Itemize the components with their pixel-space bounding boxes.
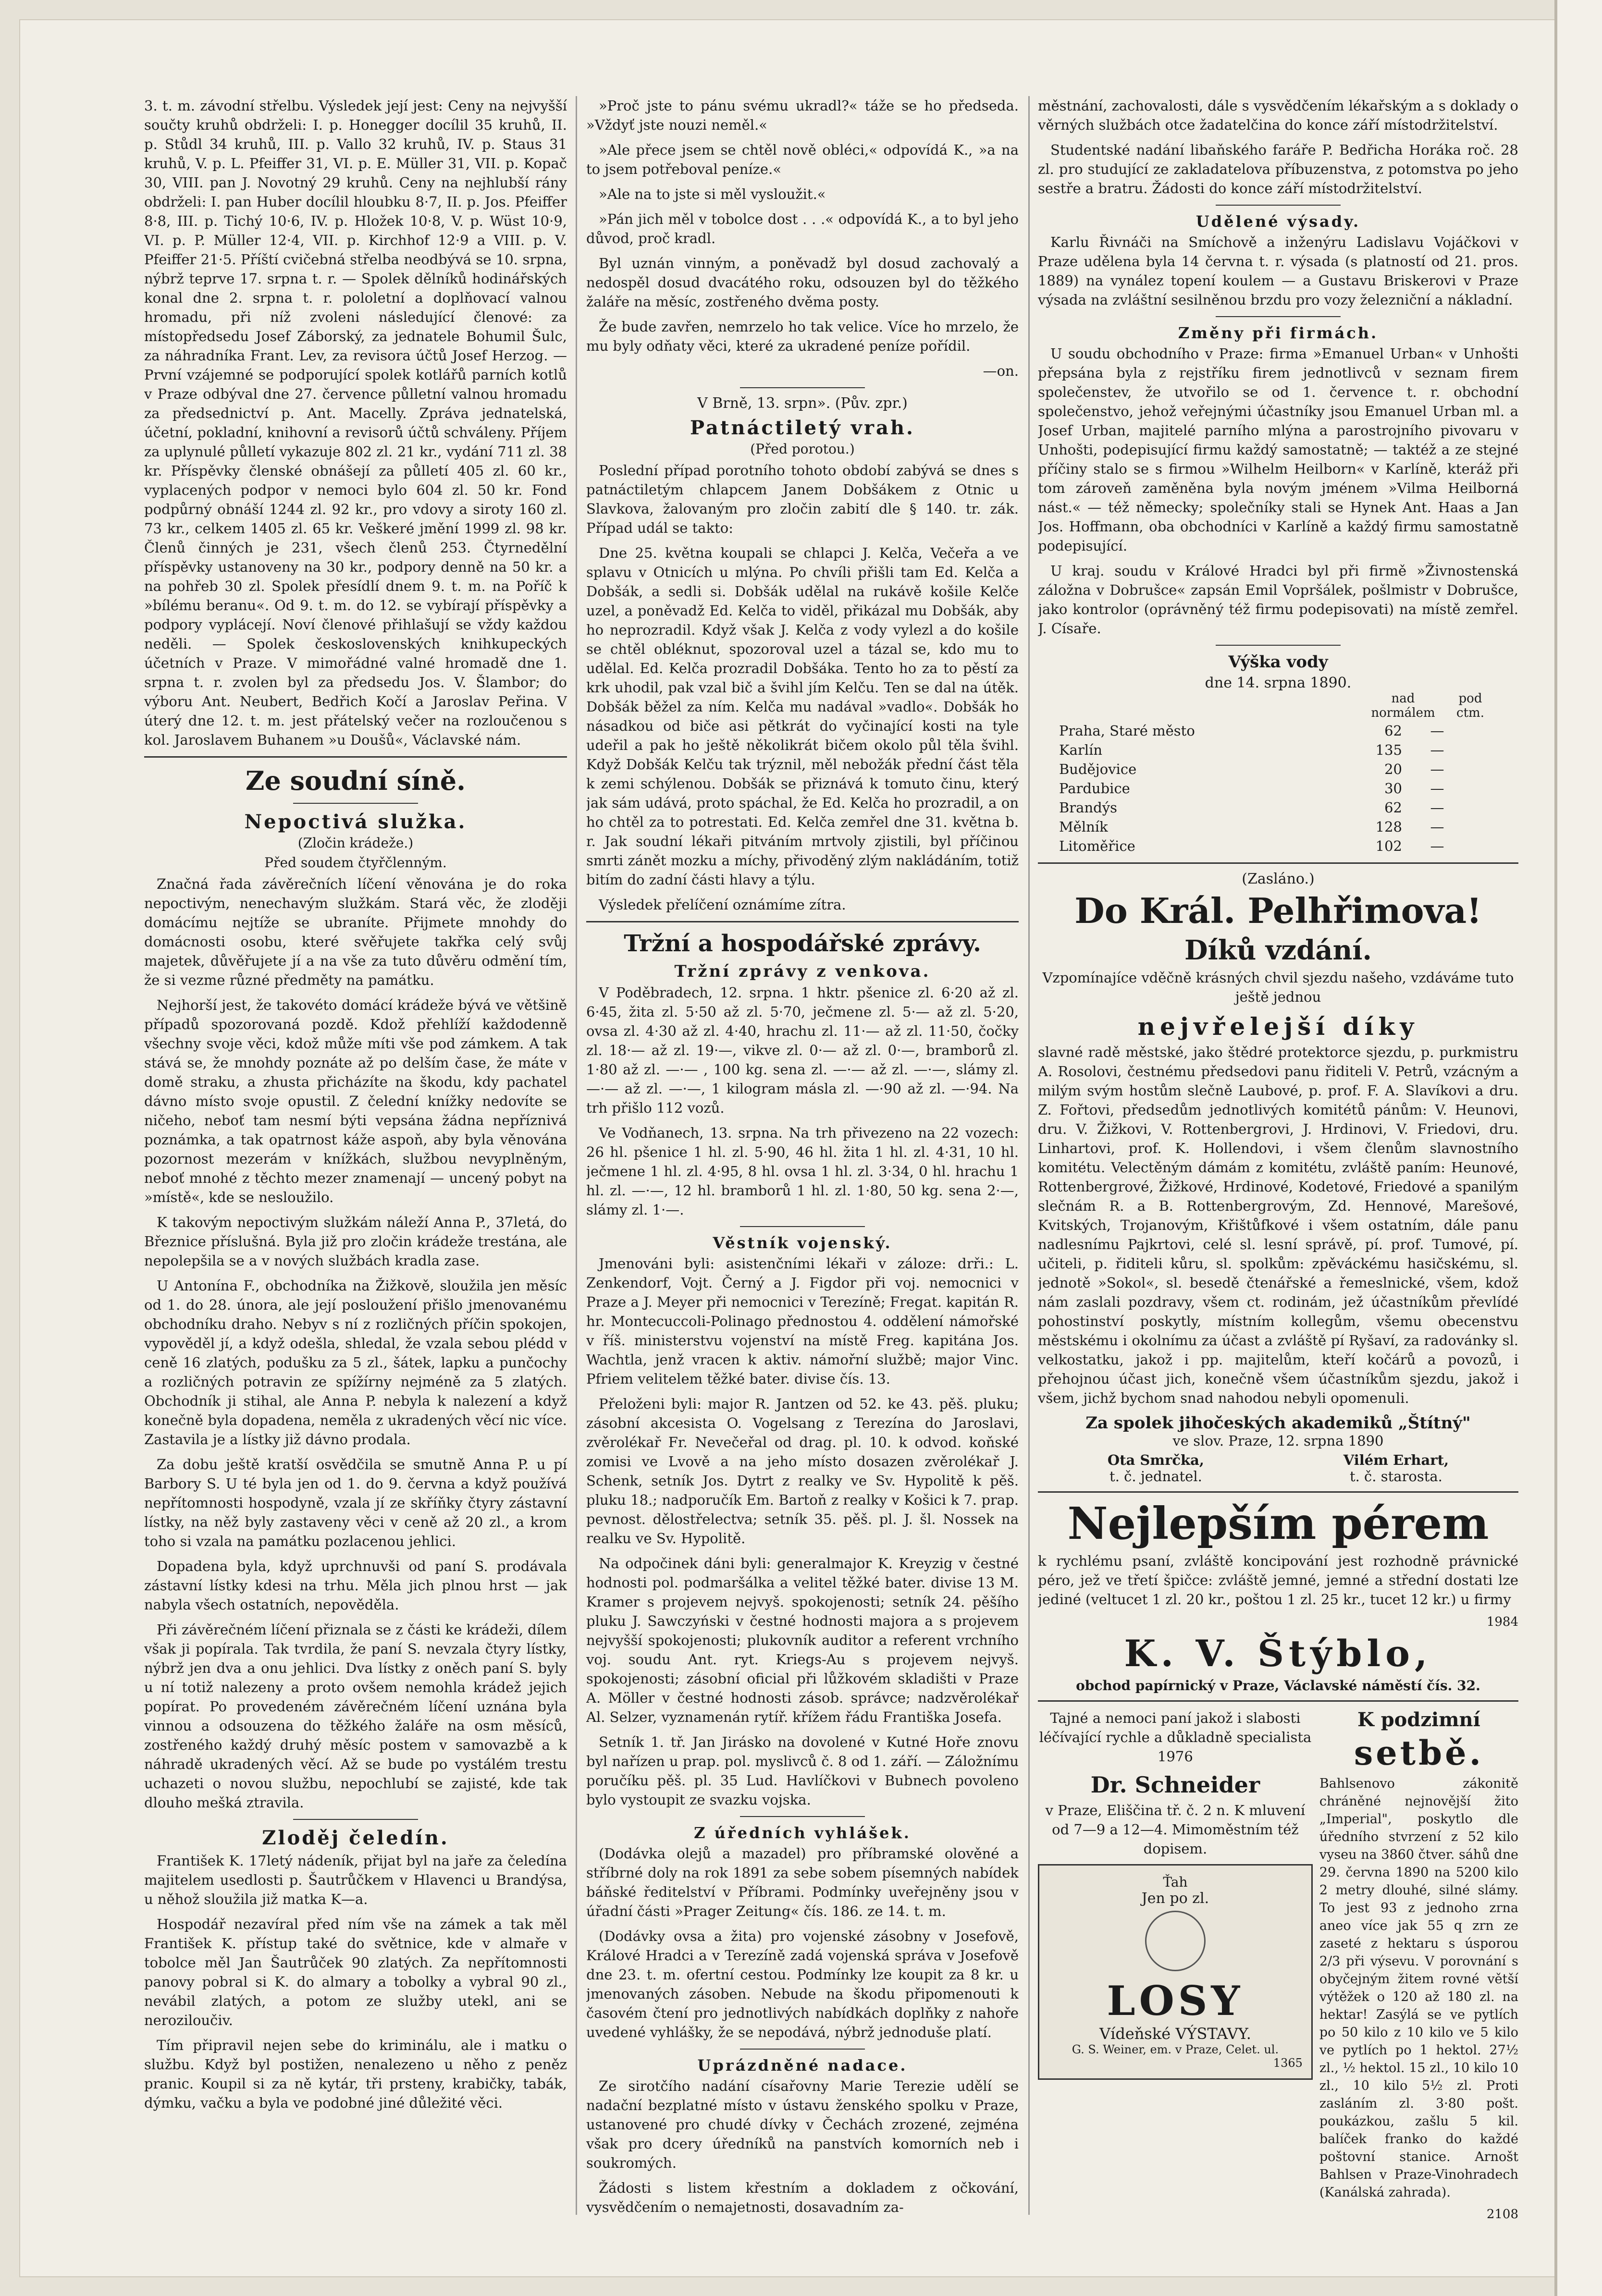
ad-firm-styblo: K. V. Štýblo, bbox=[1124, 1632, 1432, 1675]
paragraph: Poslední případ porotního tohoto období zabývá se dnes s patnáctiletým chlapcem Janem Dobšákem z Otnic u Slavkova, žalovaným pro zločin zabití dle § 140. tr. zák. Případ udál se takto: bbox=[586, 462, 1019, 536]
paragraph: Výsledek přelíčení oznámíme zítra. bbox=[599, 896, 846, 913]
section-title-market: Tržní a hospodářské zprávy. bbox=[624, 930, 981, 957]
section-title-court: Ze soudní síně. bbox=[246, 765, 466, 796]
author-signature: —on. bbox=[983, 363, 1019, 379]
article-title-murderer: Patnáctiletý vrah. bbox=[690, 417, 915, 439]
column-2 bbox=[586, 96, 1019, 2220]
paragraph: Že bude zavřen, nemrzelo ho tak velice. Více ho mrzelo, že mu byly odňaty věci, které za ukradené peníze pořídil. bbox=[586, 319, 1019, 354]
place: Litoměřice bbox=[1059, 838, 1135, 854]
paragraph: Hospodář nezavíral před ním vše na zámek a tak měl František K. přístup také do světnice, kde v almaře v tobolce měl Jan Šautrůček 90 zlatých. Za nepřítomnosti panovy pobral si K. do almary a tobolky a vybral 90 zl., nevábil zlatých, a potom ze služby utekl, ani se neroziloučiv. bbox=[144, 1916, 567, 2028]
paragraph: Na odpočinek dáni byli: generalmajor K. Kreyzig v čestné hodnosti pol. podmaršálka a velitel těžké bater. divise 13 M. Kramer s projevem nejvyš. spokojenosti; setník 24. pěšího pluku J. Sawczyński v čestné hodnosti majora a s projevem nejvyšší spokojenosti; plukovník auditor a referent vrchního voj. soudu Ant. ryt. Kriegs-Au s projevem nejvyš. spokojenosti; zásobní oficial při lůžkovém skladišti v Praze A. Möller v čestné hodnosti zásob. správce; nadzvěrolékař Al. Selzer, vyznamenán rytíř. křížem řádu Františka Josefa. bbox=[586, 1555, 1019, 1725]
divider bbox=[740, 387, 865, 388]
below: — bbox=[1430, 761, 1444, 777]
article-title-maid: Nepoctivá služka. bbox=[244, 810, 467, 833]
ad-body: slavné radě městské, jako štědré protektorce sjezdu, p. purkmistru A. Rosolovi, čestnému předsedovi panu řiditeli V. Petrů, vzácným a milým svým hostům slečně Laubové, p. prof. F. A. Slavíkovi a dru. Z. Fořtovi, předsedům jednotlivých komitétů pánům: V. Heunovi, dru. V. Žižkovi, V. Rottenbergrovi, J. Hrdinovi, V. Friedovi, dru. Linhartovi, prof. K. Hollendovi, i všem členům slavnostního komitétu. Velectěným dámám z komitétu, zvláště paním: Heunové, Rottenbergrové, Žižkové, Hrdinové, Kodetové, Friedové a spanilým slečnám R. a B. Rottenbergrovým, Zd. Hennové, Marešové, Kvitských, Trojanovým, Křištůfkové i všem ostatním, dále panu nadlesnímu Pajkrtovi, celé sl. lesní správě, pí. prof. Tumové, pí. učiteli, p. řiditeli kůru, sl. spolkům: zpěváckému hasičskému, sl. jednotě »Sokol«, sl. besedě čtenářské a řemeslnické, všem, kdož nám zaslali pozdravy, všem ct. rodinám, jež účastníkům převlídé pohostinství poskytly, místním kollegům, všemu obecenstvu městskému i okolnímu za účast a zvláště pí Ryšaví, za radovánky sl. velkostatku, jakož i pp. majitelům, kteří kočárů a povozů, i přehojnou účast jich, konečně všem účastníkům sjezdu, jakož i všem, jichž bychom snad nahodou nebyli opomenuli. bbox=[1038, 1044, 1518, 1406]
header-normal: normálem bbox=[1371, 706, 1435, 720]
ad-lottery-title: LOSY bbox=[1107, 1977, 1244, 2025]
divider bbox=[1216, 205, 1341, 206]
article-subtitle: (Zločin krádeže.) bbox=[297, 835, 414, 851]
paragraph: »Ale na to jste si měl vysloužit.« bbox=[599, 186, 826, 202]
section-title-patents: Udělené výsady. bbox=[1195, 212, 1361, 231]
ad-lottery-draw: Ťah bbox=[1163, 1874, 1188, 1890]
water-level-table bbox=[1057, 721, 1470, 856]
ad-lottery-price: Jen po zl. bbox=[1141, 1890, 1209, 1907]
divider bbox=[293, 1819, 418, 1820]
paragraph: (Dodávka olejů a mazadel) pro příbramské olověné a stříbrné doly na rok 1891 za sebe sobem písemných nabídek báňské ředitelství v Příbrami. Podmínky uveřejněny jsou v úřadní části »Prager Zeitung« čís. 186. ze 14. t. m. bbox=[586, 1845, 1019, 1919]
paragraph: František K. 17letý nádeník, přijat byl na jaře za čeledína majitelem usedlosti p. Šautrůčkem v Hlavenci u Brandýsa, u něhož sloužila již matka K—a. bbox=[144, 1853, 567, 1907]
table-row bbox=[1057, 817, 1470, 836]
place: Praha, Staré město bbox=[1059, 723, 1195, 739]
seal-icon bbox=[1145, 1911, 1206, 1971]
paragraph: Setník 1. tř. Jan Jirásko na dovolené v Kutné Hoře znovu byl nařízen u prap. pol. myslivců č. 8 od 1. září. — Záložnímu poručíku pěš. pl. 35 Lud. Havlíčkovi v Bubnech povoleno bylo vystoupit ze svazku vojska. bbox=[586, 1734, 1019, 1808]
divider bbox=[740, 1226, 865, 1227]
section-title-foundations: Uprázdněné nadace. bbox=[697, 2056, 908, 2075]
table-row bbox=[1057, 721, 1470, 740]
paragraph: U Antonína F., obchodníka na Žižkově, sloužila jen měsíc od 1. do 28. února, ale její posloužení přišlo jmenovanému obchodníku draho. Nebyv s ní z rozličných příčin spokojen, vypověděl jí, a když odešla, shledal, že vzala sebou plédd v ceně 16 zlatých, podušku za 5 zl., šátek, lapku a punčochy a rozličných potravin ze spížírny nejméně za 5 zlatých. Obchodník ji stihal, ale Anna P. nebyla k nalezení a když konečně byla dopadena, neměla z ukradených věcí nic více. Zastavila je a lístky již dávno prodala. bbox=[144, 1277, 567, 1448]
below: — bbox=[1430, 838, 1444, 854]
article-title-farmhand: Zloděj čeledín. bbox=[262, 1827, 449, 1849]
paragraph: Značná řada závěrečních líčení věnována je do roka nepoctivým, nenechavým služkám. Stará věc, že zloději domácímu nejtíže se ubraníte. Přijmete mnohdy do domácnosti osobu, které svěřujete takřka celý svůj majetek, důvěřujete jí a na vše za tuto důvěru odmění tím, že si vezme různé předměty na památku. bbox=[144, 876, 567, 988]
paragraph: Žádosti s listem křestním a dokladem z očkování, vysvědčením o nemajetnosti, dosavadním za- bbox=[586, 2180, 1019, 2215]
divider bbox=[293, 803, 418, 804]
table-row bbox=[1057, 779, 1470, 798]
paragraph: Dopadena byla, když uprchnuvši od paní S. prodávala zástavní lístky kdesi na trhu. Měla jich plnou hrst — jak nabyla všech ostatních, nepověděla. bbox=[144, 1558, 567, 1613]
ad-number: 1984 bbox=[1486, 1615, 1518, 1629]
table-row bbox=[1057, 798, 1470, 817]
above: 128 bbox=[1375, 819, 1402, 835]
ad-title-pen: Nejlepším pérem bbox=[1067, 1498, 1489, 1549]
water-level-title: Výška vody bbox=[1228, 652, 1328, 672]
water-level-header bbox=[1038, 691, 1518, 706]
paragraph: Dne 25. května koupali se chlapci J. Kelča, Večeřa a ve splavu v Otnicích u mlýna. Po chvíli přišli tam Ed. Kelča a Dobšák, a sedli si. Dobšák udělal na rukávě košile Kelče uzel, a poněvadž Ed. Kelča to viděl, přikázal mu Dobšák, aby ho neprozradil. Když však J. Kelča z vody vylezl a do košile se chtěl obléknut, spozoroval uzel a tázal se, kdo mu to udělal. Ed. Kelča prozradil Dobšáka. Tento ho za to pěstí za krk uhodil, pak vzal bič a švihl jím Kelču. Ten se dal na útěk. Dobšák běžel za ním. Kelča mu nadával »vadlo«. Dobšák ho násadkou od biče asi pětkrát do vyčinající kosti na tyle udeřil a pak ho ještě několikrát bičem okolo půl těla švihl. Když Dobšák Kelču tak trýznil, měl nebožák přední část těla k zemi schýlenou. Dobšák se přiznává k tomuto činu, který jak sám udává, proto spáchal, že Ed. Kelča ho prozradil, a on ho chtěl za to potrestati. Ed. Kelča zemřel dne 31. května b. r. Jak soudní lékaři pitváním mrtvoly zjistili, byl příčinou smrti zánět mozku a míchy, přivoděný zlým nakládáním, totiž bitím do zadní části hlavy a týlu. bbox=[586, 545, 1019, 888]
paragraph: »Ale přece jsem se chtěl nově obléci,« odpovídá K., »a na to jsem potřeboval peníze.« bbox=[586, 142, 1019, 177]
section-title-military: Věstník vojenský. bbox=[713, 1234, 892, 1252]
divider bbox=[1216, 316, 1341, 317]
place: Pardubice bbox=[1059, 780, 1130, 797]
divider bbox=[1038, 1700, 1518, 1702]
ad-body-pen: k rychlému psaní, zvláště koncipování jest rozhodně právnické péro, jež ve třetí špičce: zvláště jemné, jemné a střední dostati lze jediné (veltucet 1 zl. 20 kr., poštou 1 zl. 25 kr., tucet 12 kr.) u firmy bbox=[1038, 1553, 1518, 1608]
sig-name: Vilém Erhart, bbox=[1343, 1452, 1449, 1468]
column-rule-2 bbox=[1028, 96, 1030, 2215]
paragraph: »Proč jste to pánu svému ukradl?« táže se ho předseda. »Vždyť jste nouzi neměl.« bbox=[586, 98, 1019, 133]
paragraph: U soudu obchodního v Praze: firma »Emanuel Urban« v Unhošti přepsána byla z rejstříku firem jednotlivců v seznam firem společenstev, že utvořilo se od 1. července t. r. obchodní společenstvo, jehož veřejnými účastníky jsou Emanuel Urban ml. a Josef Urban, majitelé parního mlýna a parostrojního pivovaru v Unhošti, podepisující firmu každý samostatně; — taktéž a ze stejné příčiny stalo se s firmou »Wilhelm Heilborn« v Karlíně, kteráž při tom zároveň zaměněna byla novým jménem »Vilma Heilborná nást.« — též německy; společníky stali se Hynek Ant. Haas a Jan Jos. Hoffmann, oba obchodníci v Karlíně a každý firmu samostatně podepisující. bbox=[1038, 345, 1518, 554]
divider bbox=[144, 756, 567, 758]
ad-doctor-address: v Praze, Eliščina tř. č. 2 n. K mluvení od 7—9 a 12—4. Mimoměstním též dopisem. bbox=[1045, 1802, 1306, 1857]
place: Budějovice bbox=[1059, 761, 1137, 777]
sig-role: t. č. jednatel. bbox=[1109, 1468, 1202, 1485]
paragraph: Byl uznán vinným, a poněvadž byl dosud zachovalý a nedospěl dosud dvacátého roku, odsouzen byl do těžkého žaláře na měsíc, zostřeného dvěma posty. bbox=[586, 255, 1019, 310]
dateline: V Brně, 13. srpn». (Pův. zpr.) bbox=[697, 395, 908, 412]
paragraph: Nejhorší jest, že takovéto domácí krádeže bývá ve většině případů spozorovaná pozdě. Kdož přehlíží každodenně všechny svoje věci, kdož může míti vše pod zámkem. A tak stává se, že mnohdy poznáte až po delším čase, že máte v domě straku, a zhusta přicházíte na škodu, kdy pachatel dávno místo svoje opustil. Z čelední knížky nedovíte se ničeho, neboť tam nesmí býti vepsána žádna nepříznivá poznámka, a tak opatrnost káže aspoň, aby byla věnována pozornost mezerám v knížkách, službou nevyplněným, neboť mnohé z těchto mezer znamenají — uncený pobyt na »místě«, kde se nesloužilo. bbox=[144, 997, 567, 1205]
ad-doctor-text: Tajné a nemoci paní jakož i slabosti léčívající rychle a důkladně specialista 1976 bbox=[1039, 1710, 1312, 1765]
ad-lottery-exhibition: Vídeňské VÝSTAVY. bbox=[1099, 2025, 1251, 2043]
column-rule-1 bbox=[576, 96, 577, 2215]
paragraph: Jmenováni byli: asistenčními lékaři v záloze: drři.: L. Zenkendorf, Vojt. Černý a J. Figdor při voj. nemocnici v Praze a J. Meyer při nemocnici v Terezíně; Fregat. kapitán R. hr. Montecuccoli-Polinago přednostou 4. oddělení námořské v říš. ministerstvu vojenství na místě Freg. kapitána Jos. Wachtla, jenž vracen k aktiv. námořní službě; major Vinc. Pfriem velitelem těžké bater. divise čís. 13. bbox=[586, 1255, 1019, 1387]
signature-secretary bbox=[1108, 1452, 1204, 1485]
below: — bbox=[1430, 819, 1444, 835]
signature-chairman bbox=[1343, 1452, 1449, 1485]
ad-left bbox=[1038, 1708, 1313, 2220]
below: — bbox=[1430, 742, 1444, 758]
ad-doctor-name: Dr. Schneider bbox=[1090, 1772, 1260, 1798]
sig-role: t. č. starosta. bbox=[1349, 1468, 1442, 1485]
ad-title-pelhrimov: Do Král. Pelhřimova! bbox=[1074, 890, 1482, 931]
above: 135 bbox=[1375, 742, 1402, 758]
ad-lottery bbox=[1038, 1864, 1313, 2080]
paragraph: »Pán jich měl v tobolce dost . . .« odpovídá K., a to byl jeho důvod, proč kradl. bbox=[586, 211, 1019, 246]
subsection-title-market: Tržní zprávy z venkova. bbox=[674, 962, 931, 981]
ad-subtitle-thanks: Díků vzdání. bbox=[1184, 934, 1372, 966]
ad-thanks-spaced: nejvřelejší díky bbox=[1137, 1012, 1419, 1041]
header-above: nad bbox=[1391, 691, 1415, 706]
section-title-firms: Změny při firmách. bbox=[1178, 324, 1379, 342]
paragraph: K takovým nepoctivým služkám náleží Anna P., 37letá, do Březnice příslušná. Byla již pro zločin krádeže trestána, ale nepolepšila se a v nových službách kradla zase. bbox=[144, 1214, 567, 1269]
paragraph: V Poděbradech, 12. srpna. 1 hktr. pšenice zl. 6·20 až zl. 6·45, žita zl. 5·50 až zl. 5·70, ječmene zl. 5·— až zl. 5·20, ovsa zl. 4·30 až zl. 4·40, hrachu zl. 11·— až zl. 11·50, čočky zl. 18·— až zl. 19·—, vikve zl. 0·— až zl. 0·—, bramborů zl. 1·80 až zl. —·— , 100 kg. sena zl. —·— až zl. —·—, slámy zl. —·— až zl. —·—, 1 kilogram másla zl. —·90 až zl. —·94. Na trh přišlo 112 vozů. bbox=[586, 984, 1019, 1116]
ad-row bbox=[1038, 1708, 1518, 2220]
paragraph: U kraj. soudu v Králové Hradci byl při firmě »Živnostenská záložna v Dobrušce« zapsán Emil Vopršálek, pošlmistr v Dobrušce, jako kontrolor (oprávněný též firmu podepisovati) na místě zemřel. J. Císaře. bbox=[1038, 563, 1518, 637]
place: Brandýs bbox=[1059, 799, 1117, 816]
below: — bbox=[1430, 780, 1444, 797]
ad-firm-address: obchod papírnický v Praze, Václavské náměstí čís. 32. bbox=[1076, 1678, 1480, 1694]
ad-intro: Vzpomínajíce vděčně krásných chvil sjezdu našeho, vzdáváme tuto ještě jednou bbox=[1042, 970, 1514, 1005]
ad-autumn-body: Bahlsenovo zákonitě chráněné nejnovější žito „Imperial", poskytlo dle úředního stvrzení z 52 kilo vyseu na 3860 čtver. sáhů dne 29. června 1890 na 5200 kilo 2 metry dlouhé, silné slámy. To jest 93 z jednoho zrna aneo více jak 55 q zrn ze zaseté z hektaru s úsporou 2/3 při výsevu. V porovnání s obyčejným žitem rovné větší výtěžek o 120 až 180 zl. na hektar! Zasýlá se ve pytlích po 50 kilo z 10 kilo ve 5 kilo ve pytlích po 1 hektol. 27½ zl., ½ hektol. 15 zl., 10 kilo 10 zl., 10 kilo 5½ zl. Proti zasláním zl. 3·80 pošt. poukázkou, zašlu 5 kil. balíček franko do každé poštovní stanice. Arnošt Bahlsen v Praze-Vinohradech (Kanálská zahrada). bbox=[1319, 1776, 1518, 2200]
paragraph: Studentské nadání libaňského faráře P. Bedřicha Horáka roč. 28 zl. pro studující ze zakladatelova příbuzenstva, z potomstva po jeho sestře a bratru. Žádosti do konce září místodržitelství. bbox=[1038, 142, 1518, 196]
above: 30 bbox=[1384, 780, 1402, 797]
place: Mělník bbox=[1059, 819, 1108, 835]
paragraph: Přeloženi byli: major R. Jantzen od 52. ke 43. pěš. pluku; zásobní akcesista O. Vogelsang z Terezína do Jaroslavi, zvěrolékař Fr. Nevečeřal od drag. pl. 10. k odvod. koňské zomisi ve Lvově a na jeho místo dosazen zvěrolékař J. Schenk, setník Jos. Dytrt z realky ve Sv. Hypolitě k pěš. pluku 18.; nadporučík Em. Bartoň z realky v Košici k 7. prap. pevnost. dělostřelectva; setník 35. pěš. pl. J. šl. Nossek na realku ve Sv. Hypolitě. bbox=[586, 1396, 1019, 1547]
society-news: 3. t. m. závodní střelbu. Výsledek její jest: Ceny na nejvyšší součty kruhů obdrželi: I. p. Honegger docílil 35 kruhů, II. p. Stůdl 34 kruhů, III. p. Vallo 32 kruhů, IV. p. Staus 31 kruhů, V. p. L. Pfeiffer 31, VI. p. E. Müller 31, VII. p. Kopač 30, VIII. pan J. Novotný 29 kruhů. Ceny na nejhlubší rány obdrželi: I. pan Huber docílil hloubku 8·7, II. p. Jos. Pfeiffer 8·8, III. p. Tichý 10·6, IV. p. Hložek 10·8, V. p. Wüst 10·9, VI. p. P. Müller 12·4, VII. p. Kirchhof 12·9 a VIII. p. V. Pfeiffer 21·5. Příští cvičebná střelba neodbývá se 10. srpna, nýbrž teprve 17. srpna t. r. — Spolek dělníků hodinářských konal dne 2. srpna t. r. pololetní a doplňovací valnou hromadu, při níž zvoleni následující členové: za místopředsedu Josef Záborský, za jednatele Bohumil Šulc, za náhradníka Frant. Lev, za revisora účtů Josef Herzog. — První vzájemné se podporující spolek kotlářů parních kotlů v Praze odbýval dne 27. července půlletní valnou hromadu za předsednictví p. Ant. Macelly. Zpráva jednatelská, účetní, pokladní, knihovní a revisorů účtů schváleny. Příjem za uplynulé půlletí vykazuje 802 zl. 21 kr., vydání 711 zl. 38 kr. Příspěvky členské obnášejí za půlletí 405 zl. 60 kr., vyplacených podpor v nemoci bylo 604 zl. 50 kr. Fond podpůrný obnáší 1244 zl. 92 kr., pro vdovy a siroty 160 zl. 73 kr., celkem 1405 zl. 65 kr. Veškeré jmění 1999 zl. 98 kr. Členů činných je 231, všech členů 253. Čtyrnedělní příspěvky ustanoveny na 30 kr., podpory denně na 50 kr. a na pohřeb 30 zl. Spolek přesídlí dnem 9. t. m. na Poříč k »bílému beranu«. Od 9. t. m. do 12. se vybírají příspěvky a podpory vyplácejí. Noví členové přihlašují se vždy každou neděli. — Spolek československých knihkupeckých účetních v Praze. V mimořádné valné hromadě dne 1. srpna t. r. zvolen byl za předsedu Jos. V. Šlambor; do výboru Ant. Neubert, Bedřich Kočí a Jaroslav Peřina. V úterý dne 12. t. m. jest přátelský večer na rozloučenou s kol. Jaroslavem Buhanem »u Doušů«, Václavské nám. bbox=[144, 98, 567, 748]
divider bbox=[1216, 645, 1341, 646]
divider bbox=[740, 2049, 865, 2050]
column-1 bbox=[144, 96, 567, 2220]
signatures bbox=[1038, 1452, 1518, 1485]
ad-place-date: ve slov. Praze, 12. srpna 1890 bbox=[1172, 1433, 1384, 1449]
water-level-date: dne 14. srpna 1890. bbox=[1205, 675, 1352, 691]
ad-organisation: Za spolek jihočeských akademiků „Štítný" bbox=[1085, 1413, 1471, 1433]
paragraph: Karlu Řivnáči na Smíchově a inženýru Ladislavu Vojáčkovi v Praze udělena byla 14 června t. r. výsada (s platností od 21. pros. 1889) na vynález topení koulem — a Gustavu Briskerovi v Praze výsada na zvláštní sesilněnou brzdu pro vozy železniční a nákladní. bbox=[1038, 234, 1518, 308]
header-below: pod bbox=[1458, 691, 1482, 706]
paragraph: Při závěrečném líčení přiznala se z části ke krádeži, dílem však ji popírala. Tak tvrdila, že paní S. nevzala čtyry lístky, nýbrž jen dva a onu jehlici. Dva lístky z oněch paní S. byly u ní totiž nalezeny a proto ovšem nemohla krádež jejich popírat. Po provedeném závěrečném líčení uznána byla vinnou a odsouzena do těžkého žaláře na osm měsíců, zostřeného každý druhý měsíc postem v samovazbě a k náhradě ukradených věcí. Až se bude po vystálém trestu uchazeti o novou službu, nepochlubí se zajisté, kde tak dlouho mešká ztravila. bbox=[144, 1621, 567, 1811]
header-unit: ctm. bbox=[1456, 706, 1484, 720]
table-row bbox=[1057, 836, 1470, 856]
paragraph: Za dobu ještě kratší osvědčila se smutně Anna P. u pí Barbory S. U té byla jen od 1. do 9. června a když používá nepřítomnosti hospodyně, vzala jí ze skříňky čtyry zástavní lístky, na něž byly zastaveny věci v ceně až 20 zl., a krom toho si vzala na památku pozlacenou jehlici. bbox=[144, 1456, 567, 1549]
divider bbox=[1038, 1491, 1518, 1493]
divider bbox=[1038, 862, 1518, 864]
paragraph: (Dodávky ovsa a žita) pro vojenské zásobny v Josefově, Králové Hradci a v Terezíně zadá vojenská správa v Josefově dne 23. t. m. ofertní cestou. Podmínky lze koupit za 8 kr. u jmenovaných zásoben. Nebude na škodu připomenouti k časovém čtení pro jednotlivých nabídkách doplňky z nahoře uvedené vyhlášky, že se nepodává, nýbrž jednoduše platí. bbox=[586, 1928, 1019, 2040]
paragraph: Ze sirotčího nadání císařovny Marie Terezie udělí se nadační bezplatné místo v ústavu ženského spolku v Praze, ustanovené pro chudé dívky v Čechách zrozené, zejména však pro dcery úředníků na panstvích komorních neb i soukromých. bbox=[586, 2078, 1019, 2171]
sig-name: Ota Smrčka, bbox=[1107, 1452, 1204, 1468]
divider bbox=[586, 921, 1019, 922]
below: — bbox=[1430, 799, 1444, 816]
ad-autumn-head: K podzimní bbox=[1357, 1708, 1480, 1731]
below: — bbox=[1430, 723, 1444, 739]
above: 102 bbox=[1375, 838, 1402, 854]
ad-lottery-seller: G. S. Weiner, em. v Praze, Celet. ul. bbox=[1072, 2043, 1279, 2056]
margin-strip bbox=[1557, 0, 1602, 2296]
above: 62 bbox=[1384, 799, 1402, 816]
divider bbox=[740, 1816, 865, 1817]
paragraph: Tím připravil nejen sebe do kriminálu, ale i matku o službu. Když byl postižen, nenalezeno u něho z peněz pranic. Koupil si za ně kytár, tři prsteny, krabičky, tabák, dýmku, vačku a byla ve podobné jiné důležité věci. bbox=[144, 2037, 567, 2111]
place: Karlín bbox=[1059, 742, 1103, 758]
ad-right bbox=[1319, 1708, 1518, 2220]
sent-label: (Zasláno.) bbox=[1242, 871, 1315, 887]
above: 62 bbox=[1384, 723, 1402, 739]
ad-number: 1365 bbox=[1273, 2056, 1303, 2070]
section-title-official: Z úředních vyhlášek. bbox=[694, 1824, 911, 1842]
paragraph: Ve Vodňanech, 13. srpna. Na trh přivezeno na 22 vozech: 26 hl. pšenice 1 hl. zl. 5·90, 46 hl. žita 1 hl. zl. 4·31, 10 hl. ječmene 1 hl. zl. 4·95, 8 hl. ovsa 1 hl. zl. 3·34, 0 hl. hrachu 1 hl. zl. —·—, 12 hl. bramborů 1 hl. zl. 1·80, 50 kg. sena 2·—, slámy zl. 1·—. bbox=[586, 1125, 1019, 1218]
ad-number: 2108 bbox=[1486, 2207, 1518, 2220]
paragraph: městnání, zachovalosti, dále s vysvědčením lékařským a s doklady o věrných službách otce žadatelčina do konce září místodržitelství. bbox=[1038, 98, 1518, 133]
table-row bbox=[1057, 740, 1470, 760]
ad-autumn-title: setbě. bbox=[1354, 1733, 1484, 1773]
column-3 bbox=[1038, 96, 1518, 2220]
article-subtitle: Před soudem čtyřčlenným. bbox=[264, 855, 447, 871]
table-row bbox=[1057, 760, 1470, 779]
article-subtitle: (Před porotou.) bbox=[750, 441, 855, 457]
above: 20 bbox=[1384, 761, 1402, 777]
water-level-header bbox=[1038, 706, 1518, 720]
